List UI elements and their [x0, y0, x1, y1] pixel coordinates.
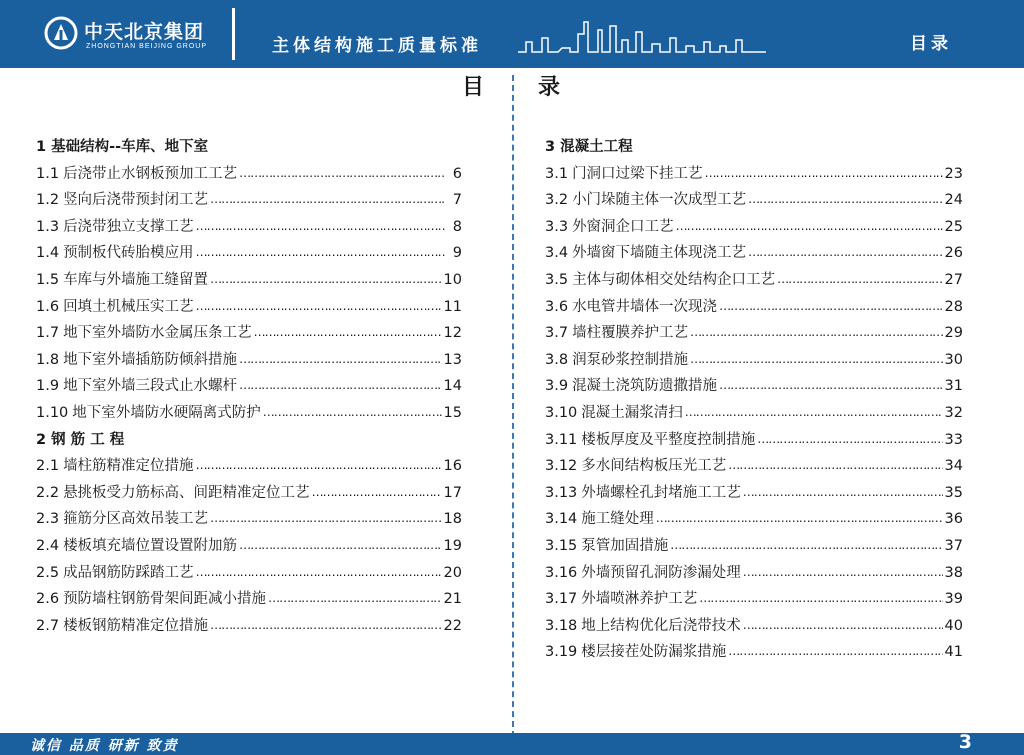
toc-leader-dots — [757, 426, 942, 453]
toc-title: 地下室外墙三段式止水螺杆 — [63, 378, 238, 395]
document-title: 主体结构施工质量标准 — [272, 36, 482, 56]
toc-page: 27 — [944, 271, 963, 288]
toc-number: 3.7 — [545, 325, 569, 342]
toc-title: 预制板代砖胎模应用 — [63, 245, 194, 262]
toc-page: 35 — [944, 484, 963, 501]
toc-page: 24 — [944, 192, 963, 209]
toc-page: 6 — [452, 165, 462, 182]
toc-entry[interactable] — [545, 320, 963, 347]
company-logo-icon — [44, 16, 78, 50]
toc-leader-dots — [743, 612, 943, 639]
toc-title: 混凝土漏浆清扫 — [581, 404, 683, 421]
toc-leader-dots — [196, 213, 446, 240]
toc-page: 19 — [443, 537, 462, 554]
toc-number: 3.15 — [545, 537, 578, 554]
toc-title: 外窗洞企口工艺 — [572, 218, 674, 235]
toc-leader-dots — [685, 399, 943, 426]
toc-page: 32 — [944, 404, 963, 421]
toc-leader-dots — [312, 479, 442, 506]
toc-leader-dots — [690, 346, 942, 373]
company-logo — [0, 0, 232, 68]
toc-entry[interactable] — [545, 639, 963, 666]
toc-title: 预防墙柱钢筋骨架间距减小措施 — [63, 591, 267, 608]
top-header-bar — [0, 0, 1024, 68]
toc-entry[interactable] — [36, 506, 462, 533]
toc-page: 11 — [443, 298, 462, 315]
toc-entry[interactable] — [36, 294, 462, 321]
toc-entry[interactable] — [545, 294, 963, 321]
toc-title: 地上结构优化后浇带技术 — [581, 617, 741, 634]
section-label: 目录 — [910, 34, 952, 54]
toc-page: 14 — [443, 378, 462, 395]
toc-title: 墙柱覆膜养护工艺 — [572, 325, 689, 342]
toc-page: 21 — [443, 591, 462, 608]
toc-page: 37 — [944, 537, 963, 554]
toc-entry[interactable] — [545, 533, 963, 560]
toc-page: 26 — [944, 245, 963, 262]
toc-number: 3.3 — [545, 218, 569, 235]
toc-number: 1.5 — [36, 271, 60, 288]
toc-page: 25 — [944, 218, 963, 235]
toc-leader-dots — [263, 399, 442, 426]
toc-entry[interactable] — [36, 453, 462, 480]
toc-title: 外墙螺栓孔封堵施工工艺 — [581, 484, 741, 501]
toc-number: 3.18 — [545, 617, 578, 634]
toc-title: 外墙窗下墙随主体现浇工艺 — [572, 245, 747, 262]
toc-title: 回填土机械压实工艺 — [63, 298, 194, 315]
toc-number: 2.6 — [36, 591, 60, 608]
toc-leader-dots — [239, 372, 441, 399]
toc-page: 8 — [452, 218, 462, 235]
toc-title: 箍筋分区高效吊装工艺 — [63, 511, 209, 528]
toc-title: 车库与外墙施工缝留置 — [63, 271, 209, 288]
toc-title: 楼层接茬处防漏浆措施 — [581, 644, 727, 661]
toc-number: 1.10 — [36, 404, 69, 421]
toc-entry[interactable] — [36, 347, 462, 374]
toc-leader-dots — [777, 266, 942, 293]
toc-page: 31 — [944, 378, 963, 395]
heading-char-2: 录 — [538, 75, 561, 100]
company-name-cn: 中天北京集团 — [84, 21, 205, 43]
toc-entry[interactable] — [545, 427, 963, 454]
toc-page: 23 — [944, 165, 963, 182]
toc-number: 3.11 — [545, 431, 578, 448]
toc-entry[interactable] — [36, 560, 462, 587]
toc-number: 3.16 — [545, 564, 578, 581]
toc-leader-dots — [210, 186, 446, 213]
toc-entry[interactable] — [36, 613, 462, 640]
toc-title: 竖向后浇带预封闭工艺 — [63, 192, 209, 209]
toc-title: 后浇带止水钢板预加工工艺 — [63, 165, 238, 182]
toc-title: 楼板厚度及平整度控制措施 — [581, 431, 756, 448]
toc-title: 主体与砌体相交处结构企口工艺 — [572, 271, 776, 288]
toc-leader-dots — [210, 266, 441, 293]
toc-entry[interactable] — [36, 214, 462, 241]
footer-bar — [0, 733, 1024, 755]
toc-title: 后浇带独立支撑工艺 — [63, 218, 194, 235]
toc-entry[interactable] — [545, 400, 963, 427]
toc-page: 12 — [443, 325, 462, 342]
toc-page: 41 — [944, 644, 963, 661]
toc-right-column — [545, 134, 963, 666]
toc-leader-dots — [196, 293, 442, 320]
toc-leader-dots — [210, 505, 441, 532]
toc-leader-dots — [239, 532, 441, 559]
toc-leader-dots — [719, 372, 942, 399]
toc-title: 润泵砂浆控制措施 — [572, 351, 689, 368]
toc-number: 2.2 — [36, 484, 60, 501]
toc-leader-dots — [705, 160, 943, 187]
toc-number: 1.4 — [36, 245, 60, 262]
toc-page: 29 — [944, 325, 963, 342]
toc-title: 悬挑板受力筋标高、间距精准定位工艺 — [63, 484, 310, 501]
toc-entry[interactable] — [36, 320, 462, 347]
toc-entry[interactable] — [545, 506, 963, 533]
section-title: 1 基础结构--车库、地下室 — [36, 139, 209, 155]
toc-leader-dots — [743, 479, 943, 506]
toc-number: 3.8 — [545, 351, 569, 368]
toc-entry[interactable] — [545, 373, 963, 400]
toc-number: 1.7 — [36, 325, 60, 342]
toc-leader-dots — [268, 585, 441, 612]
toc-page: 30 — [944, 351, 963, 368]
toc-page: 10 — [443, 271, 462, 288]
toc-entry[interactable] — [545, 560, 963, 587]
toc-leader-dots — [699, 585, 942, 612]
toc-number: 3.4 — [545, 245, 569, 262]
toc-number: 1.8 — [36, 351, 60, 368]
toc-leader-dots — [670, 532, 942, 559]
toc-leader-dots — [656, 505, 943, 532]
toc-leader-dots — [254, 319, 442, 346]
toc-page: 7 — [452, 192, 462, 209]
toc-leader-dots — [748, 186, 942, 213]
toc-page: 20 — [443, 564, 462, 581]
toc-entry[interactable] — [545, 240, 963, 267]
toc-entry[interactable] — [36, 267, 462, 294]
toc-page: 13 — [443, 351, 462, 368]
toc-entry[interactable] — [36, 161, 462, 188]
toc-page: 34 — [944, 458, 963, 475]
toc-leader-dots — [239, 346, 441, 373]
toc-entry[interactable] — [545, 613, 963, 640]
city-skyline-icon — [518, 12, 766, 56]
toc-number: 1.6 — [36, 298, 60, 315]
toc-leader-dots — [239, 160, 446, 187]
toc-leader-dots — [728, 452, 942, 479]
toc-number: 3.2 — [545, 192, 569, 209]
toc-leader-dots — [719, 293, 942, 320]
toc-entry[interactable] — [545, 347, 963, 374]
company-name-en: ZHONGTIAN BEIJING GROUP — [86, 43, 208, 50]
toc-title: 外墙预留孔洞防渗漏处理 — [581, 564, 741, 581]
toc-title: 门洞口过梁下挂工艺 — [572, 165, 703, 182]
section-title: 2 钢 筋 工 程 — [36, 431, 125, 448]
toc-page: 38 — [944, 564, 963, 581]
toc-page: 39 — [944, 591, 963, 608]
toc-title: 楼板填充墙位置设置附加筋 — [63, 537, 238, 554]
toc-page: 36 — [944, 511, 963, 528]
toc-title: 楼板钢筋精准定位措施 — [63, 617, 209, 634]
toc-leader-dots — [743, 559, 943, 586]
toc-entry[interactable] — [36, 187, 462, 214]
toc-number: 3.5 — [545, 271, 569, 288]
toc-title: 地下室外墙防水金属压条工艺 — [63, 325, 252, 342]
toc-title: 地下室外墙防水硬隔离式防护 — [72, 404, 261, 421]
toc-number: 3.10 — [545, 404, 578, 421]
toc-title: 外墙喷淋养护工艺 — [581, 591, 698, 608]
toc-number: 1.9 — [36, 378, 60, 395]
toc-page: 16 — [443, 458, 462, 475]
toc-title: 混凝土浇筑防遗撒措施 — [572, 378, 718, 395]
toc-number: 3.1 — [545, 165, 569, 182]
toc-number: 3.6 — [545, 298, 569, 315]
heading-char-1: 目 — [462, 75, 485, 100]
toc-number: 2.3 — [36, 511, 60, 528]
toc-number: 2.4 — [36, 537, 60, 554]
toc-leader-dots — [196, 452, 442, 479]
toc-leader-dots — [676, 213, 943, 240]
toc-title: 地下室外墙插筋防倾斜措施 — [63, 351, 238, 368]
toc-entry[interactable] — [545, 161, 963, 188]
toc-number: 3.14 — [545, 511, 578, 528]
toc-number: 3.19 — [545, 644, 578, 661]
toc-leader-dots — [196, 239, 446, 266]
toc-entry[interactable] — [36, 533, 462, 560]
toc-title: 小门垛随主体一次成型工艺 — [572, 192, 747, 209]
toc-entry[interactable] — [545, 267, 963, 294]
toc-page: 9 — [452, 245, 462, 262]
toc-title: 墙柱筋精准定位措施 — [63, 458, 194, 475]
footer-slogan: 诚信 品质 研新 致责 — [30, 738, 179, 754]
toc-number: 1.1 — [36, 165, 60, 182]
toc-entry[interactable] — [36, 240, 462, 267]
toc-number: 3.13 — [545, 484, 578, 501]
toc-number: 1.2 — [36, 192, 60, 209]
toc-number: 2.1 — [36, 458, 60, 475]
toc-number: 2.7 — [36, 617, 60, 634]
toc-page: 28 — [944, 298, 963, 315]
toc-title: 成品钢筋防踩踏工艺 — [63, 564, 194, 581]
toc-title: 多水间结构板压光工艺 — [581, 458, 727, 475]
toc-title: 泵管加固措施 — [581, 537, 669, 554]
toc-page: 17 — [443, 484, 462, 501]
toc-entry[interactable] — [36, 373, 462, 400]
toc-page: 22 — [443, 617, 462, 634]
toc-entry[interactable] — [36, 400, 462, 427]
toc-leader-dots — [210, 612, 441, 639]
toc-number: 3.9 — [545, 378, 569, 395]
toc-title: 水电管井墙体一次现浇 — [572, 298, 718, 315]
toc-leader-dots — [690, 319, 942, 346]
center-dashed-divider — [512, 75, 514, 737]
toc-entry[interactable] — [36, 586, 462, 613]
header-divider — [232, 8, 235, 60]
toc-page: 33 — [944, 431, 963, 448]
toc-entry[interactable] — [545, 187, 963, 214]
toc-entry[interactable] — [545, 480, 963, 507]
toc-number: 2.5 — [36, 564, 60, 581]
toc-page: 40 — [944, 617, 963, 634]
section-title: 3 混凝土工程 — [545, 139, 633, 155]
toc-number: 3.12 — [545, 458, 578, 475]
page-number: 3 — [958, 731, 972, 753]
toc-leader-dots — [728, 638, 942, 665]
toc-number: 1.3 — [36, 218, 60, 235]
toc-left-column — [36, 134, 462, 639]
toc-number: 3.17 — [545, 591, 578, 608]
toc-entry[interactable] — [545, 586, 963, 613]
toc-entry[interactable] — [545, 453, 963, 480]
toc-entry[interactable] — [36, 480, 462, 507]
toc-leader-dots — [748, 239, 942, 266]
toc-entry[interactable] — [545, 214, 963, 241]
toc-leader-dots — [196, 559, 442, 586]
toc-page: 18 — [443, 511, 462, 528]
toc-page: 15 — [443, 404, 462, 421]
toc-title: 施工缝处理 — [581, 511, 654, 528]
